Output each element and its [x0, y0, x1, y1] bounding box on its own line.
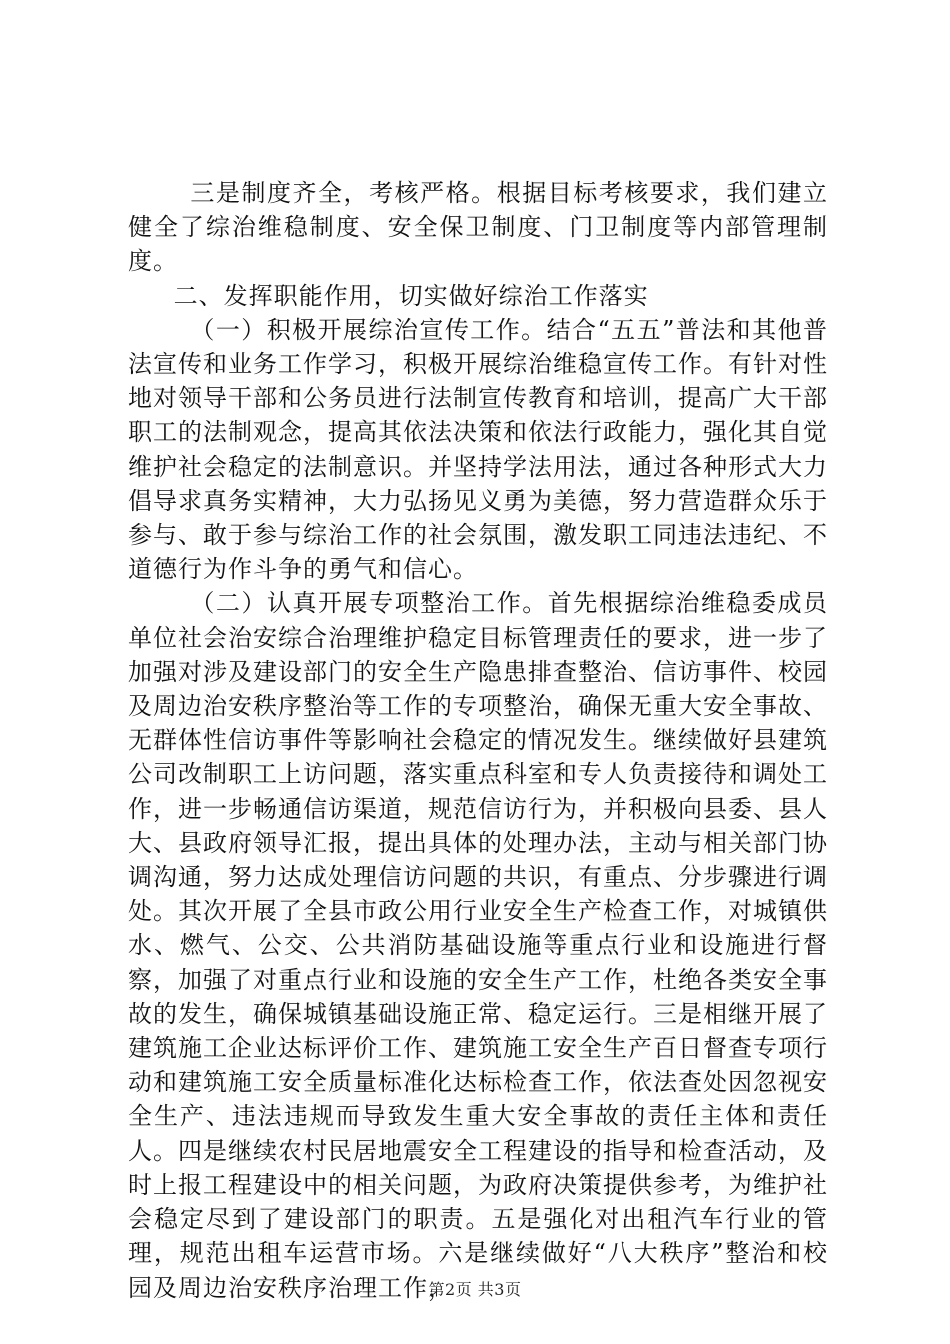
paragraph-publicity-work: （一）积极开展综治宣传工作。结合“五五”普法和其他普法宣传和业务工作学习，积极开展综治维稳宣传工作。有针对性地对领导干部和公务员进行法制宣传教育和培训，提高广大干部职工的法制观念，提高其依法决策和依法行政能力，强化其自觉维护社会稳定的法制意识。并坚持学法用法，通过各种形式大力倡导求真务实精神，大力弘扬见义勇为美德，努力营造群众乐于参与、敢于参与综治工作的社会氛围，激发职工同违法违纪、不道德行为作斗争的勇气和信心。: [128, 315, 828, 584]
page-number-footer: 第2页 共3页: [428, 1280, 522, 1299]
section-heading-two: 二、发挥职能作用，切实做好综治工作落实: [173, 281, 649, 310]
paragraph-special-rectification: （二）认真开展专项整治工作。首先根据综治维稳委成员单位社会治安综合治理维护稳定目标管理责任的要求，进一步了加强对涉及建设部门的安全生产隐患排查整治、信访事件、校园及周边治安秩序整治等工作的专项整治，确保无重大安全事故、无群体性信访事件等影响社会稳定的情况发生。继续做好县建筑公司改制职工上访问题，落实重点科室和专人负责接待和调处工作，进一步畅通信访渠道，规范信访行为，并积极向县委、县人大、县政府领导汇报，提出具体的处理办法，主动与相关部门协调沟通，努力达成处理信访问题的共识，有重点、分步骤进行调处。其次开展了全县市政公用行业安全生产检查工作，对城镇供水、燃气、公交、公共消防基础设施等重点行业和设施进行督察，加强了对重点行业和设施的安全生产工作，杜绝各类安全事故的发生，确保城镇基础设施正常、稳定运行。三是相继开展了建筑施工企业达标评价工作、建筑施工安全生产百日督查专项行动和建筑施工安全质量标准化达标检查工作，依法查处因忽视安全生产、违法违规而导致发生重大安全事故的责任主体和责任人。四是继续农村民居地震安全工程建设的指导和检查活动，及时上报工程建设中的相关问题，为政府决策提供参考，为维护社会稳定尽到了建设部门的职责。五是强化对出租汽车行业的管理，规范出租车运营市场。六是继续做好“八大秩序”整治和校园及周边治安秩序治理工作，: [128, 589, 828, 1302]
paragraph-system-rules: 三是制度齐全，考核严格。根据目标考核要求，我们建立健全了综治维稳制度、安全保卫制度、门卫制度等内部管理制度。: [128, 179, 828, 276]
document-body: [128, 176, 828, 1305]
